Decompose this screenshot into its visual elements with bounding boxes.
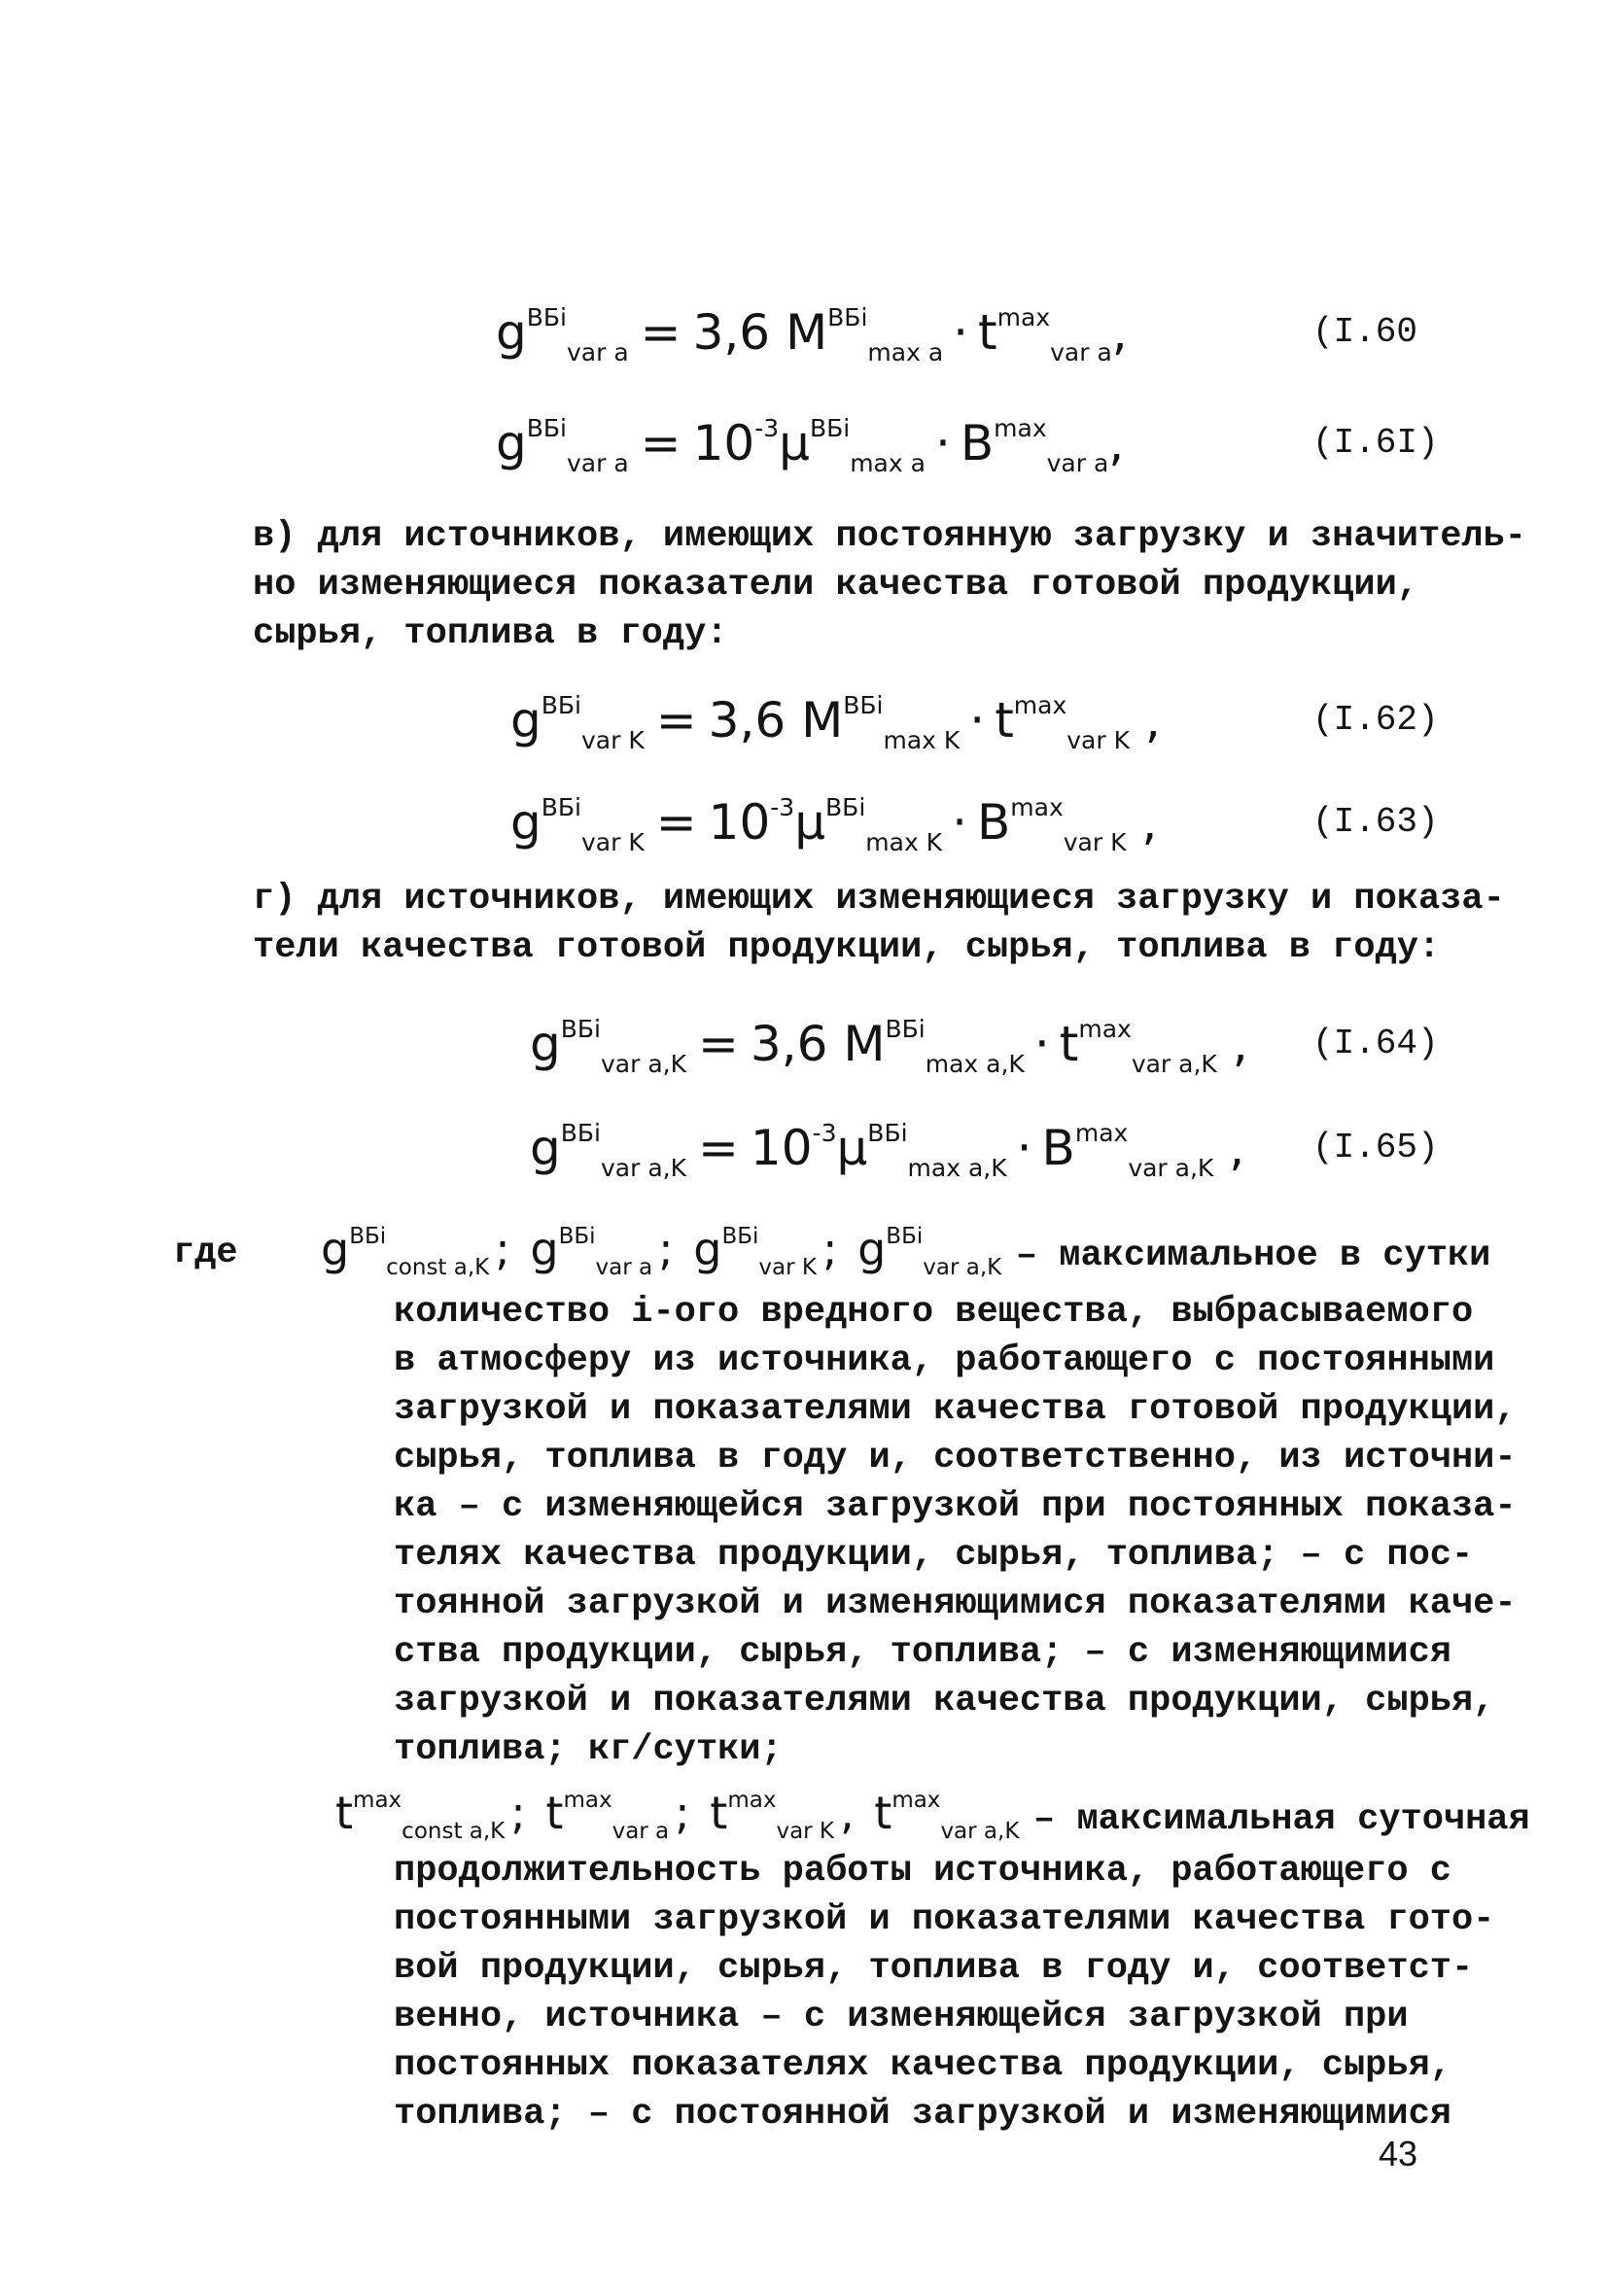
where-label: где (173, 1233, 238, 1273)
definition-2-body: продолжительность работы источника, работающего с постоянными загрузкой и показателями качества гото- вой продукции, сырья, топлива в году и, соответст- венно, источника – с изменяющейся загрузкой при постоянных показателях качества продукции, сырья, топлива; – с постоянной загрузкой и изменяющимися (394, 1851, 1495, 2135)
equation-number: (I.62) (1312, 700, 1439, 740)
definition-1-body: количество i-ого вредного вещества, выбрасываемого в атмосферу из источника, работающего с постоянными загрузкой и показателями качества готовой продукции, сырья, топлива в году и, соответственно, из источни- ка – с изменяющейся загрузкой при постоянных показа- телях качества продукции, сырья, топлива; – с пос- тоянной загрузкой и изменяющимися показателями каче- ства продукции, сырья, топлива; – с изменяющимися загрузкой и показателями качества продукции, сырья, топлива; кг/сутки; (394, 1292, 1517, 1770)
equation-number: (I.6I) (1312, 423, 1439, 463)
formula-expression: $g^{ВБi}_{var K} = 3,6$ $M^{ВБi}_{max K} \cdot t^{max}_{var K}$ , (510, 691, 1161, 754)
definition-2-terms: $t^{max}_{const a,K}$ ; $t^{max}_{var a}$ ; $t^{max}_{var K}$ , $t^{max}_{var a,K}$ – максимальная суточная (335, 1787, 1530, 1844)
formula-i62 (510, 676, 1439, 765)
formula-expression: $g^{ВБi}_{var K} = 10^{-3}\mu^{ВБi}_{max K} \cdot B^{max}_{var K}$ , (510, 793, 1158, 856)
page-number: 43 (1379, 2134, 1418, 2174)
formula-i64 (530, 999, 1439, 1089)
term: $g^{ВБi}_{var a}$ (530, 1223, 653, 1280)
equation-number: (I.60 (1312, 312, 1418, 352)
definition-1-terms: $g^{ВБi}_{const a,K}$ ; $g^{ВБi}_{var a}$ ; $g^{ВБi}_{var K}$ ; $g^{ВБi}_{var a,K}$ – максимальное в сутки (321, 1223, 1491, 1280)
formula-expression: $g^{ВБi}_{var a} = 3,6$ $M^{ВБi}_{max a} \cdot t^{max}_{var a}$, (496, 303, 1128, 366)
definition-1-tail: – максимальное в сутки (1015, 1235, 1491, 1276)
term: $t^{max}_{const a,K}$ (335, 1787, 506, 1844)
paragraph-g: г) для источников, имеющих изменяющиеся загрузку и показа- тели качества готовой продукции, сырья, топлива в году: (253, 879, 1505, 968)
equation-number: (I.63) (1312, 802, 1439, 842)
term: $t^{max}_{var K}$ (710, 1787, 835, 1844)
definition-2-tail: – максимальная суточная (1033, 1799, 1530, 1840)
formula-i63 (510, 778, 1439, 867)
term: $g^{ВБi}_{var a,K}$ (857, 1223, 1002, 1280)
formula-expression: $g^{ВБi}_{var a,K} = 3,6$ $M^{ВБi}_{max a,K} \cdot t^{max}_{var a,K}$ , (530, 1015, 1248, 1078)
term: $t^{max}_{var a,K}$ (874, 1787, 1020, 1844)
term: $g^{ВБi}_{const a,K}$ (321, 1223, 490, 1280)
term: $t^{max}_{var a}$ (545, 1787, 670, 1844)
formula-i65 (530, 1103, 1439, 1193)
equation-number: (I.65) (1312, 1128, 1439, 1167)
formula-i60 (496, 288, 1429, 377)
formula-i61 (496, 399, 1439, 488)
paragraph-v: в) для источников, имеющих постоянную загрузку и значитель- но изменяющиеся показатели качества готовой продукции, сырья, топлива в году: (253, 516, 1527, 654)
formula-expression: $g^{ВБi}_{var a} = 10^{-3}\mu^{ВБi}_{max a} \cdot B^{max}_{var a}$, (496, 414, 1125, 477)
equation-number: (I.64) (1312, 1024, 1439, 1063)
formula-expression: $g^{ВБi}_{var a,K} = 10^{-3}\mu^{ВБi}_{max a,K} \cdot B^{max}_{var a,K}$ , (530, 1119, 1245, 1182)
term: $g^{ВБi}_{var K}$ (693, 1223, 817, 1280)
